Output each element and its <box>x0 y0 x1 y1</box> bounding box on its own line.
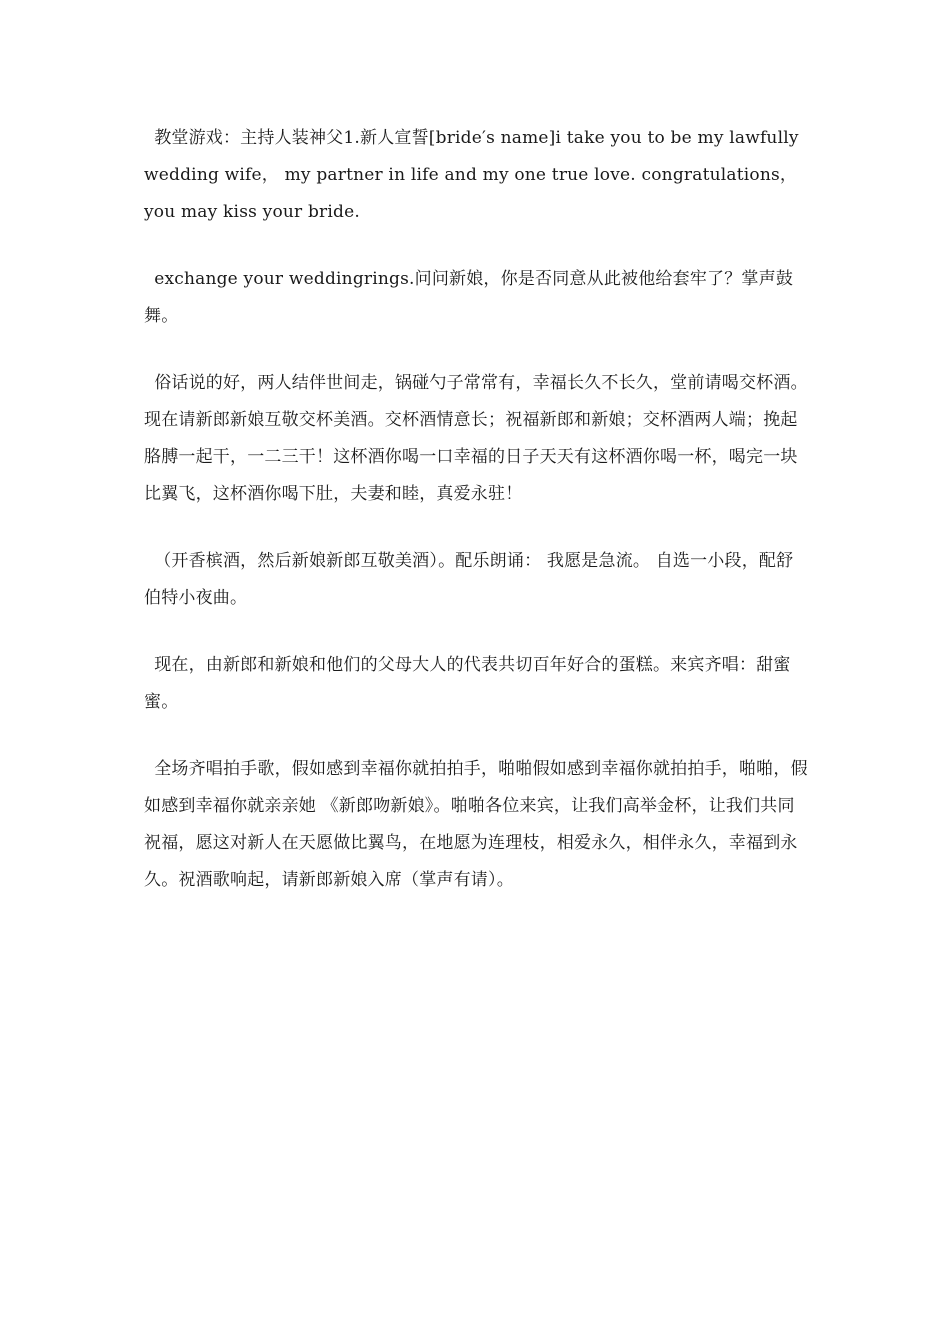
paragraph-clapping-song: 全场齐唱拍手歌，假如感到幸福你就拍拍手，啪啪假如感到幸福你就拍拍手，啪啪，假如感到幸福你就亲亲她 《新郎吻新娘》。啪啪各位来宾，让我们高举金杯，让我们共同祝福，愿这对新人在天愿做比翼鸟，在地愿为连理枝，相爱永久，相伴永久，幸福到永久。祝酒歌响起，请新郎新娘入席（掌声有请）。 <box>144 759 808 890</box>
paragraph-champagne-recital: （开香槟酒，然后新娘新郎互敬美酒）。配乐朗诵： 我愿是急流。 自选一小段，配舒伯特小夜曲。 <box>144 551 794 608</box>
paragraph-church-game-vows: 教堂游戏：主持人装神父1.新人宣誓[bride′s name]i take you to be my lawfully wedding wife， my partner in life and my one true love. congratulations， you may kiss your bride. <box>144 128 799 222</box>
paragraph-cake-cutting: 现在，由新郎和新娘和他们的父母大人的代表共切百年好合的蛋糕。来宾齐唱：甜蜜蜜。 <box>144 655 791 712</box>
paragraph-exchange-rings: exchange your weddingrings.问问新娘，你是否同意从此被他给套牢了？掌声鼓舞。 <box>144 269 794 326</box>
paragraph-cross-cup-wine: 俗话说的好，两人结伴世间走，锅碰勺子常常有，幸福长久不长久，堂前请喝交杯酒。现在请新郎新娘互敬交杯美酒。交杯酒情意长；祝福新郎和新娘；交杯酒两人端；挽起胳膊一起干，一二三干！这杯酒你喝一口幸福的日子天天有这杯酒你喝一杯，喝完一块比翼飞，这杯酒你喝下肚，夫妻和睦，真爱永驻！ <box>144 373 808 504</box>
document-body <box>144 120 809 929</box>
